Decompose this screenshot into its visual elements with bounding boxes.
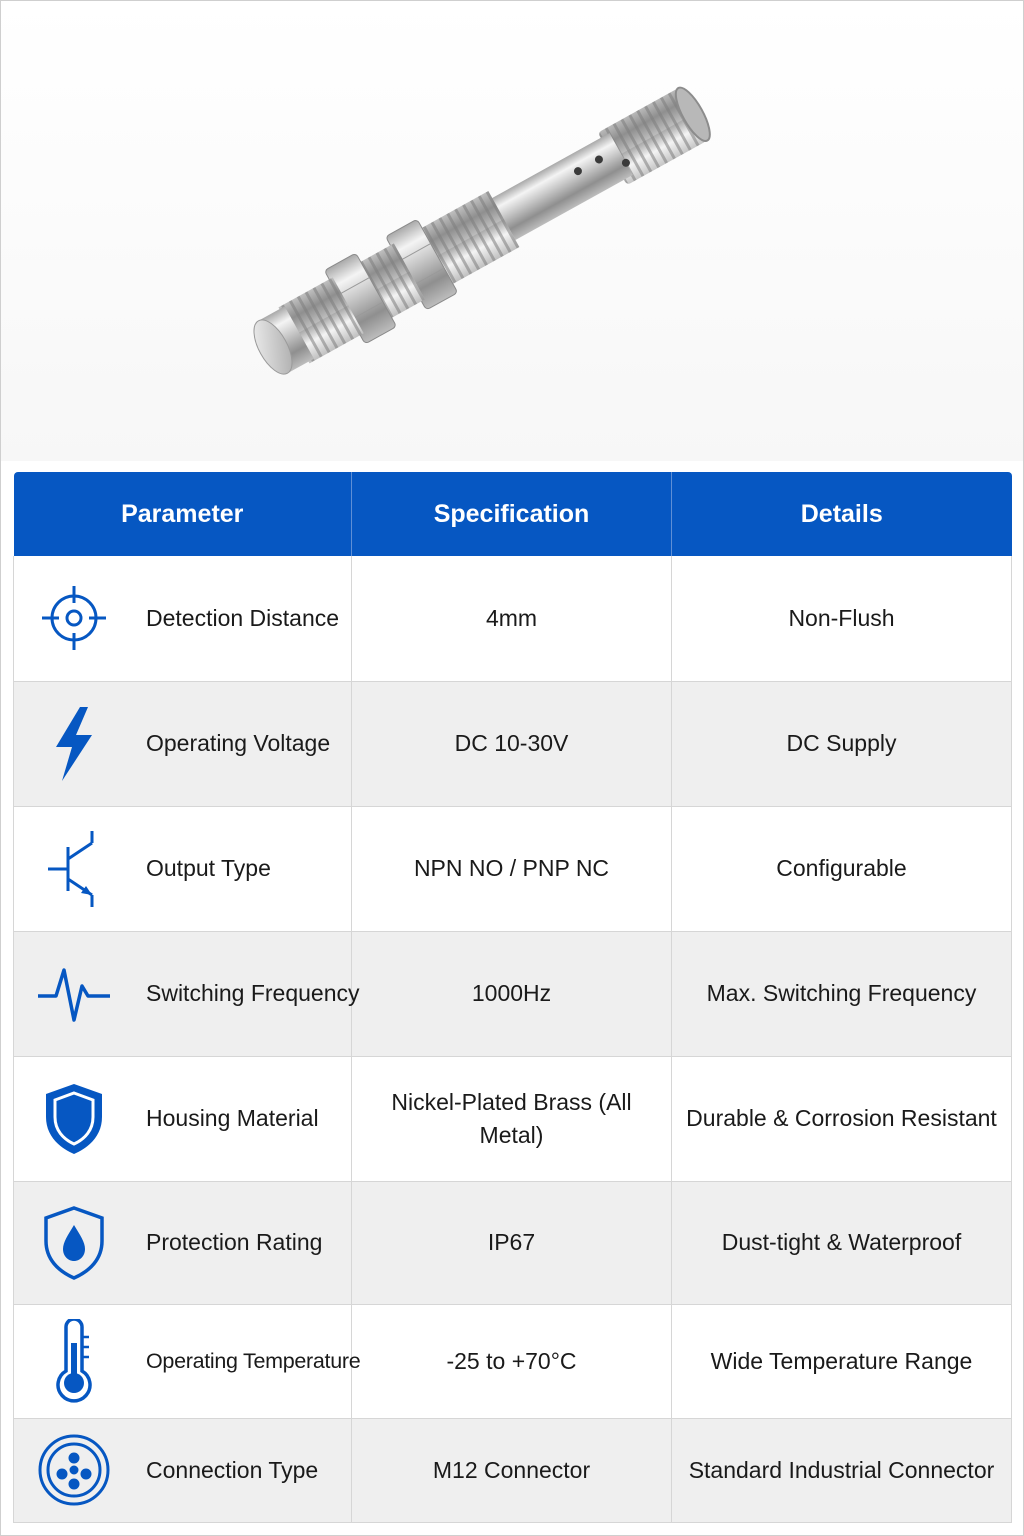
details-cell: Non-Flush — [672, 556, 1012, 681]
crosshair-target-icon — [14, 578, 134, 658]
specification-cell: 4mm — [352, 556, 672, 681]
spec-table — [13, 472, 1012, 1523]
details-cell: Configurable — [672, 806, 1012, 931]
param-cell — [14, 556, 352, 681]
product-image — [1, 1, 1023, 461]
param-label: Output Type — [146, 855, 271, 881]
param-label: Operating Temperature — [146, 1348, 361, 1373]
table-row — [14, 1304, 1012, 1418]
param-cell — [14, 1418, 352, 1522]
table-row — [14, 681, 1012, 806]
details-cell: Durable & Corrosion Resistant — [672, 1056, 1012, 1181]
specification-cell: Nickel-Plated Brass (All Metal) — [352, 1056, 672, 1181]
table-row — [14, 931, 1012, 1056]
specification-cell: 1000Hz — [352, 931, 672, 1056]
param-cell — [14, 1056, 352, 1181]
header-specification: Specification — [352, 472, 672, 556]
pulse-wave-icon — [14, 954, 134, 1034]
param-label: Switching Frequency — [146, 980, 360, 1006]
header-details: Details — [672, 472, 1012, 556]
details-cell: Dust-tight & Waterproof — [672, 1181, 1012, 1304]
thermometer-icon — [14, 1321, 134, 1401]
param-cell — [14, 1304, 361, 1418]
table-row — [14, 1181, 1012, 1304]
param-cell — [14, 931, 360, 1056]
water-drop-shield-icon — [14, 1203, 134, 1283]
transistor-icon — [14, 829, 134, 909]
specification-cell: NPN NO / PNP NC — [352, 806, 672, 931]
details-cell: Wide Temperature Range — [672, 1304, 1012, 1418]
shield-icon — [14, 1079, 134, 1159]
specification-cell: M12 Connector — [352, 1418, 672, 1522]
param-cell — [14, 806, 352, 931]
param-label: Housing Material — [146, 1105, 319, 1131]
param-cell — [14, 1181, 352, 1304]
details-cell: Max. Switching Frequency — [672, 931, 1012, 1056]
table-header-row — [14, 472, 1012, 556]
param-cell — [14, 681, 352, 806]
m12-connector-icon — [14, 1430, 134, 1510]
details-cell: DC Supply — [672, 681, 1012, 806]
specification-cell: DC 10-30V — [352, 681, 672, 806]
details-cell: Standard Industrial Connector — [672, 1418, 1012, 1522]
param-label: Detection Distance — [146, 604, 340, 631]
header-parameter: Parameter — [14, 472, 352, 556]
param-label: Connection Type — [146, 1456, 319, 1483]
param-label: Protection Rating — [146, 1229, 323, 1255]
table-row — [14, 806, 1012, 931]
table-row — [14, 1418, 1012, 1522]
specification-cell: -25 to +70°C — [352, 1304, 672, 1418]
table-row — [14, 1056, 1012, 1181]
lightning-bolt-icon — [14, 704, 134, 784]
table-row — [14, 556, 1012, 681]
param-label: Operating Voltage — [146, 730, 331, 756]
specification-cell: IP67 — [352, 1181, 672, 1304]
